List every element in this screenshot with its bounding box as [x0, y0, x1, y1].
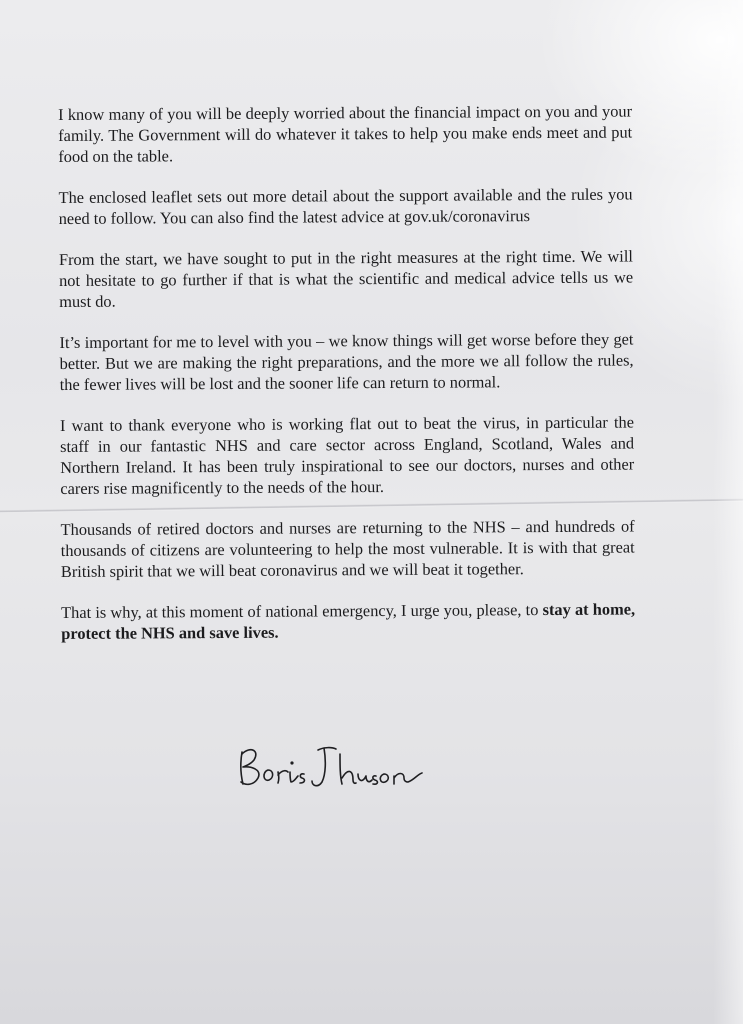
paragraph-closing [61, 598, 635, 644]
closing-text: That is why, at this moment of national emergency, I urge you, please, to [61, 600, 543, 622]
paragraph-right-measures: From the start, we have sought to put in the right measures at the right time. We will not hesitate to go further if that is what the scientific and medical advice tells us we must do. [58, 246, 634, 311]
paper-light-glare [713, 0, 743, 1024]
paragraph-thank-nhs: I want to thank everyone who is working flat out to beat the virus, in particular the staff in our fantastic NHS and care sector across England, Scotland, Wales and Northern Ireland. It has been truly inspirational to see our doctors, nurses and other carers rise magnificently to the needs of the hour. [59, 412, 635, 498]
handwritten-signature-icon [232, 730, 442, 800]
paragraph-leaflet-advice: The enclosed leaflet sets out more detail about the support available and the rules you need to follow. You can also find the latest advice at gov.uk/coronavirus [58, 184, 633, 228]
letter-body [58, 100, 635, 643]
paragraph-financial-impact: I know many of you will be deeply worried about the financial impact on you and your family. The Government will do whatever it takes to help you make ends meet and put food on the table. [58, 101, 633, 166]
paragraph-volunteers: Thousands of retired doctors and nurses are returning to the NHS – and hundreds of thousands of citizens are volunteering to help the most vulnerable. It is with that great British spirit that we will beat coronavirus and we will beat it together. [60, 516, 635, 581]
closing-bold-text: stay at home, protect the NHS and save lives. [61, 599, 636, 643]
paragraph-level-with-you: It’s important for me to level with you – we know things will get worse before they get better. But we are making the right preparations, and the more we all follow the rules, the fewer lives will be lost and the sooner life can return to normal. [59, 329, 634, 394]
